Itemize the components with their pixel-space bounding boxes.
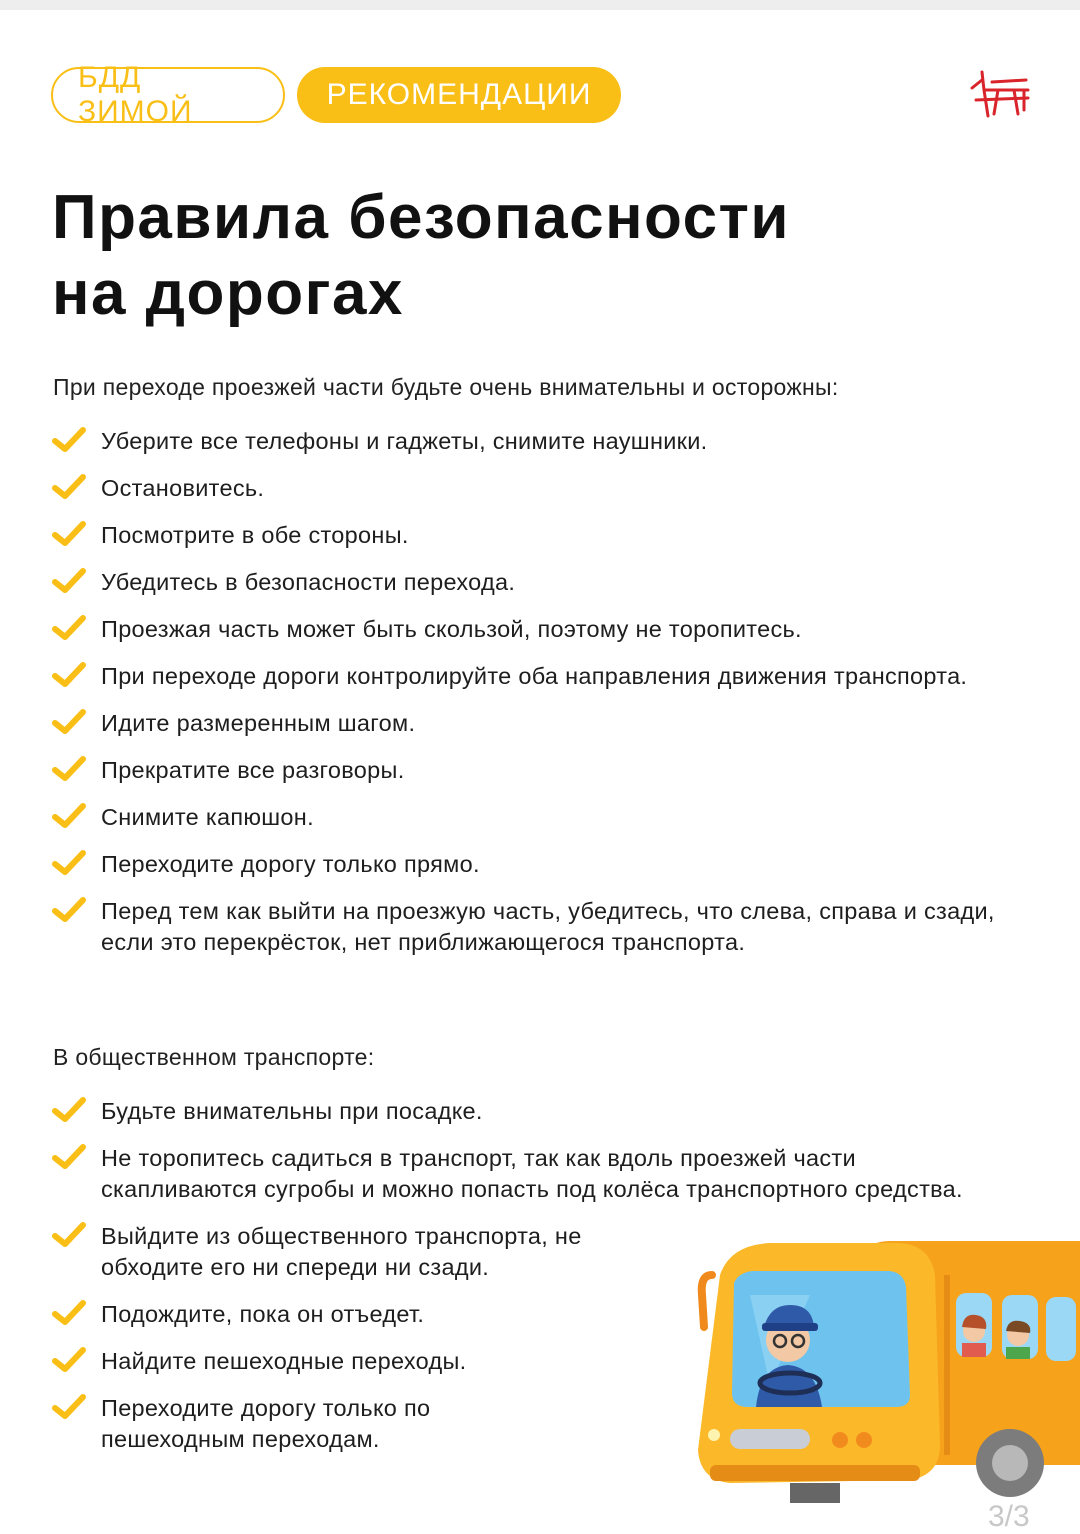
checkmark-icon [52,474,86,500]
checkmark-icon [52,1394,86,1420]
checkmark-icon [52,897,86,923]
checkmark-icon [52,1144,86,1170]
checkmark-icon [52,427,86,453]
section-crossing-intro: При переходе проезжей части будьте очень внимательны и осторожны: [53,374,839,400]
page-title [52,180,790,332]
checkmark-icon [52,1347,86,1373]
checkmark-icon [52,803,86,829]
tag-recommendations[interactable]: РЕКОМЕНДАЦИИ [297,67,621,123]
list-item: Уберите все телефоны и гаджеты, снимите наушники. [52,426,1042,457]
list-item: Снимите капюшон. [52,802,1042,833]
section-transport-intro: В общественном транспорте: [53,1044,375,1070]
list-item: Переходите дорогу только по пешеходным переходам. [52,1393,481,1455]
list-item: Идите размеренным шагом. [52,708,1042,739]
checkmark-icon [52,615,86,641]
list-item: При переходе дороги контролируйте оба направления движения транспорта. [52,661,1042,692]
list-item: Проезжая часть может быть скользой, поэтому не торопитесь. [52,614,1042,645]
checkmark-icon [52,662,86,688]
top-status-strip [0,0,1080,10]
list-item: Не торопитесь садиться в транспорт, так как вдоль проезжей части скапливаются сугробы и можно попасть под колёса транспортного средства. [52,1143,1001,1205]
tag-row [51,61,621,128]
checkmark-icon [52,709,86,735]
list-item: Остановитесь. [52,473,1042,504]
checkmark-icon [52,521,86,547]
list-item: Перед тем как выйти на проезжую часть, убедитесь, что слева, справа и сзади, если это перекрёсток, нет приближающегося транспорта. [52,896,1042,958]
page-indicator: 3/3 [988,1500,1030,1533]
list-item: Посмотрите в обе стороны. [52,520,1042,551]
list-item: Переходите дорогу только прямо. [52,849,1042,880]
checkmark-icon [52,756,86,782]
list-item: Подождите, пока он отъедет. [52,1299,661,1330]
list-item: Найдите пешеходные переходы. [52,1346,661,1377]
checkmark-icon [52,850,86,876]
list-item: Будьте внимательны при посадке. [52,1096,1012,1127]
page-title-line-2: на дорогах [52,259,404,328]
chair-logo-icon [968,66,1032,118]
checkmark-icon [52,1300,86,1326]
page-title-line-1: Правила безопасности [52,183,791,252]
tag-winter-road-safety[interactable]: БДД ЗИМОЙ [51,67,285,123]
checkmark-icon [52,568,86,594]
checkmark-icon [52,1097,86,1123]
list-item: Прекратите все разговоры. [52,755,1042,786]
list-item: Выйдите из общественного транспорта, не обходите его ни спереди ни сзади. [52,1221,661,1283]
list-item: Убедитесь в безопасности перехода. [52,567,1042,598]
school-bus-illustration [690,1235,1080,1510]
crossing-rules-list [52,426,1042,958]
checkmark-icon [52,1222,86,1248]
